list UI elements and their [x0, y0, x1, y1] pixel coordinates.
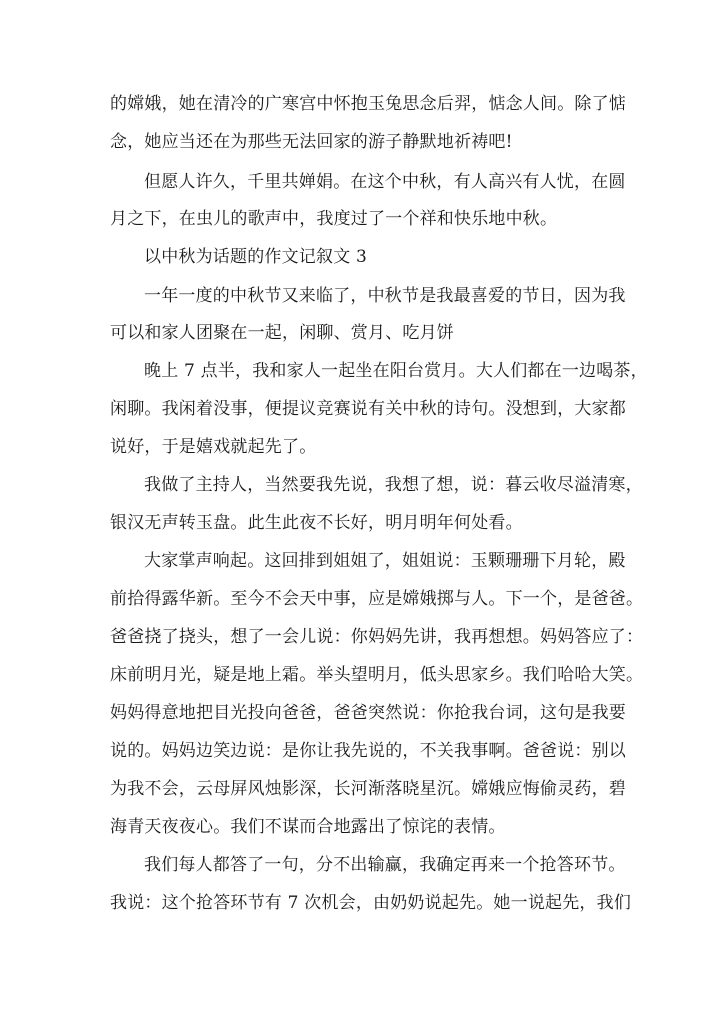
text-line: 床前明月光，疑是地上霜。举头望明月，低头思家乡。我们哈哈大笑。 — [110, 665, 644, 685]
text-line: 前拾得露华新。至今不会天中事，应是嫦娥掷与人。下一个，是爸爸。 — [110, 589, 644, 609]
text-line: 爸爸挠了挠头，想了一会儿说：你妈妈先讲，我再想想。妈妈答应了： — [110, 627, 644, 647]
section-heading: 以中秋为话题的作文记叙文 3 — [144, 247, 368, 267]
text-line: 说好，于是嬉戏就起先了。 — [110, 437, 317, 457]
text-line: 闲聊。我闲着没事，便提议竞赛说有关中秋的诗句。没想到，大家都 — [110, 399, 626, 419]
text-line: 我们每人都答了一句，分不出输赢，我确定再来一个抢答环节。 — [144, 855, 626, 875]
text-line: 晚上 7 点半，我和家人一起坐在阳台赏月。大人们都在一边喝茶， — [144, 361, 648, 381]
text-line: 妈妈得意地把目光投向爸爸，爸爸突然说：你抢我台词，这句是我要 — [110, 703, 626, 723]
text-line: 但愿人许久，千里共婵娟。在这个中秋，有人高兴有人忧，在圆 — [144, 172, 626, 192]
text-line: 一年一度的中秋节又来临了，中秋节是我最喜爱的节日，因为我 — [144, 286, 626, 306]
text-line: 可以和家人团聚在一起，闲聊、赏月、吃月饼 — [110, 323, 454, 343]
text-line: 为我不会，云母屏风烛影深，长河渐落晓星沉。嫦娥应悔偷灵药，碧 — [110, 779, 626, 799]
text-line: 海青天夜夜心。我们不谋而合地露出了惊诧的表情。 — [110, 817, 506, 837]
text-line: 银汉无声转玉盘。此生此夜不长好，明月明年何处看。 — [110, 513, 523, 533]
text-line: 我说：这个抢答环节有 7 次机会，由奶奶说起先。她一说起先，我们 — [110, 893, 632, 913]
text-line: 的嫦娥，她在清冷的广寒宫中怀抱玉兔思念后羿，惦念人间。除了惦 — [110, 94, 626, 114]
text-line: 念，她应当还在为那些无法回家的游子静默地祈祷吧! — [110, 132, 513, 152]
text-line: 说的。妈妈边笑边说：是你让我先说的，不关我事啊。爸爸说：别以 — [110, 741, 626, 761]
text-line: 大家掌声响起。这回排到姐姐了，姐姐说：玉颗珊珊下月轮，殿 — [144, 551, 626, 571]
text-line: 我做了主持人，当然要我先说，我想了想，说：暮云收尽溢清寒， — [144, 475, 643, 495]
text-line: 月之下，在虫儿的歌声中，我度过了一个祥和快乐地中秋。 — [110, 209, 558, 229]
